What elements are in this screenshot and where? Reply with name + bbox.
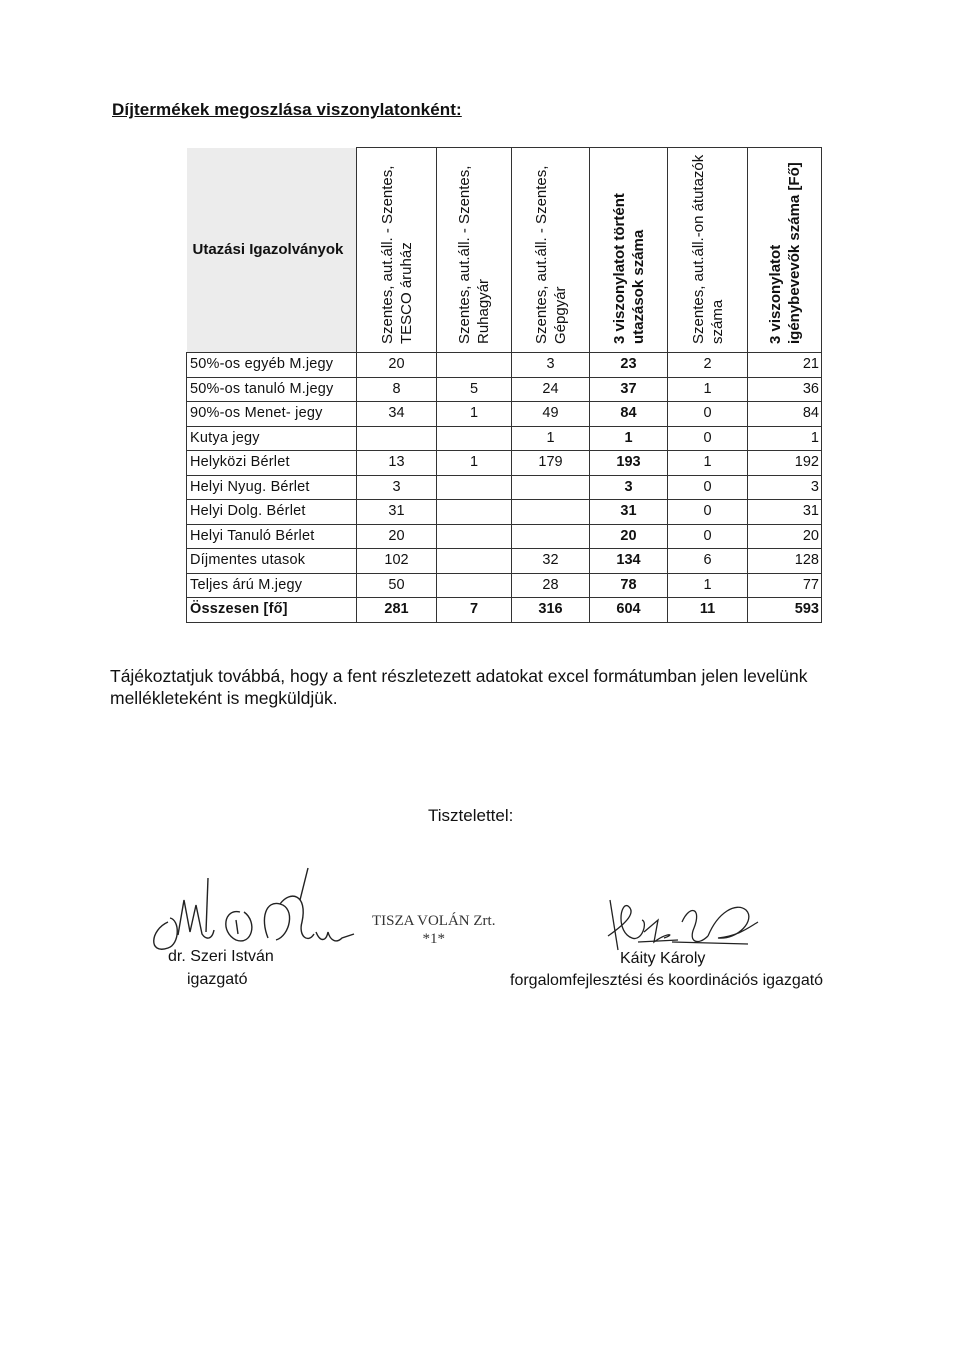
- column-header-label: Szentes, aut.áll. - Szentes, Gépgyár: [532, 165, 569, 344]
- company-stamp: [372, 912, 495, 948]
- table-cell: 23: [590, 353, 668, 378]
- table-cell: 8: [357, 377, 437, 402]
- column-header-label: Szentes, aut.áll.-on átutazók száma: [689, 154, 726, 344]
- row-label: Helyközi Bérlet: [187, 451, 357, 476]
- table-cell: [437, 353, 512, 378]
- table-cell: [512, 524, 590, 549]
- row-label: 50%-os egyéb M.jegy: [187, 353, 357, 378]
- stamp-company-name: TISZA VOLÁN Zrt.: [372, 913, 496, 929]
- signature-1: [140, 860, 370, 960]
- table-cell: 28: [512, 573, 590, 598]
- table-row: [187, 426, 822, 451]
- table-cell: 21: [748, 353, 822, 378]
- info-paragraph: Tájékoztatjuk továbbá, hogy a fent részletezett adatokat excel formátumban jelen levelünk mellékleteként is megküldjük.: [110, 666, 808, 708]
- table-cell: 32: [512, 549, 590, 574]
- closing-greeting: Tisztelettel:: [428, 806, 514, 825]
- table-cell: 50: [357, 573, 437, 598]
- table-cell: [437, 573, 512, 598]
- table-cell: 1: [748, 426, 822, 451]
- table-cell: 0: [668, 426, 748, 451]
- signatory-2-name: Káity Károly: [620, 950, 706, 967]
- table-row: [187, 353, 822, 378]
- table-cell: 31: [357, 500, 437, 525]
- column-header: [590, 148, 668, 353]
- column-header: [357, 148, 437, 353]
- table-cell: [437, 426, 512, 451]
- table-cell: 128: [748, 549, 822, 574]
- table-cell: 84: [748, 402, 822, 427]
- stamp-number: *1*: [422, 931, 445, 947]
- table-cell: 3: [357, 475, 437, 500]
- table-cell: 77: [748, 573, 822, 598]
- table-cell: 31: [590, 500, 668, 525]
- table-cell: [437, 524, 512, 549]
- table-cell: 0: [668, 500, 748, 525]
- table-cell: 102: [357, 549, 437, 574]
- table-cell: 134: [590, 549, 668, 574]
- table-row: [187, 377, 822, 402]
- table-cell: 20: [590, 524, 668, 549]
- table-row: [187, 475, 822, 500]
- column-header-label: 3 viszonylatot történt utazások száma: [610, 193, 647, 344]
- column-header-label: Szentes, aut.áll. - Szentes, Ruhagyár: [456, 165, 492, 344]
- table-cell: 78: [590, 573, 668, 598]
- table-row: [187, 549, 822, 574]
- table-cell: 37: [590, 377, 668, 402]
- table-cell: 1: [590, 426, 668, 451]
- table-row: [187, 573, 822, 598]
- table-cell: 20: [748, 524, 822, 549]
- table-cell: 84: [590, 402, 668, 427]
- table-cell: 7: [437, 598, 512, 623]
- table-cell: 6: [668, 549, 748, 574]
- table-cell: 604: [590, 598, 668, 623]
- row-label: 50%-os tanuló M.jegy: [187, 377, 357, 402]
- table-cell: [512, 500, 590, 525]
- column-header-label: 3 viszonylatot igénybevevők száma [Fő]: [766, 162, 803, 344]
- column-header: [512, 148, 590, 353]
- table-total-row: [187, 598, 822, 623]
- table-cell: 316: [512, 598, 590, 623]
- table-cell: 13: [357, 451, 437, 476]
- total-label: Összesen [fő]: [187, 598, 357, 623]
- table-cell: [357, 426, 437, 451]
- signatory-1-name: dr. Szeri István: [168, 948, 274, 965]
- table-cell: 1: [668, 451, 748, 476]
- table-cell: 3: [512, 353, 590, 378]
- column-header: [748, 148, 822, 353]
- row-label: Díjmentes utasok: [187, 549, 357, 574]
- table-cell: 192: [748, 451, 822, 476]
- table-cell: 11: [668, 598, 748, 623]
- table-cell: 179: [512, 451, 590, 476]
- table-cell: 1: [668, 377, 748, 402]
- column-header: [437, 148, 512, 353]
- row-label: Helyi Dolg. Bérlet: [187, 500, 357, 525]
- table-cell: [437, 475, 512, 500]
- table-cell: 5: [437, 377, 512, 402]
- table-row: [187, 524, 822, 549]
- page-title: Díjtermékek megoszlása viszonylatonként:: [112, 100, 462, 119]
- table-cell: 0: [668, 475, 748, 500]
- table-body: [187, 353, 822, 623]
- row-label: Kutya jegy: [187, 426, 357, 451]
- table-cell: 593: [748, 598, 822, 623]
- table-cell: 1: [668, 573, 748, 598]
- table-cell: 281: [357, 598, 437, 623]
- table-header-row: [187, 148, 822, 353]
- column-header-label: Szentes, aut.áll. - Szentes, TESCO áruház: [378, 165, 415, 344]
- table-cell: 3: [748, 475, 822, 500]
- table-cell: 3: [590, 475, 668, 500]
- table-cell: 24: [512, 377, 590, 402]
- table-cell: 2: [668, 353, 748, 378]
- column-header: [668, 148, 748, 353]
- table-cell: 0: [668, 524, 748, 549]
- table-corner-label: Utazási Igazolványok: [187, 148, 357, 353]
- table-cell: 20: [357, 353, 437, 378]
- table-cell: 1: [437, 402, 512, 427]
- table-cell: [437, 549, 512, 574]
- table-cell: 1: [512, 426, 590, 451]
- table-cell: 193: [590, 451, 668, 476]
- row-label: Helyi Nyug. Bérlet: [187, 475, 357, 500]
- table-cell: 0: [668, 402, 748, 427]
- row-label: 90%-os Menet- jegy: [187, 402, 357, 427]
- table-row: [187, 451, 822, 476]
- table-cell: 1: [437, 451, 512, 476]
- table-cell: 34: [357, 402, 437, 427]
- table-cell: [437, 500, 512, 525]
- row-label: Teljes árú M.jegy: [187, 573, 357, 598]
- signatory-1-role: igazgató: [187, 971, 248, 988]
- row-label: Helyi Tanuló Bérlet: [187, 524, 357, 549]
- table-row: [187, 402, 822, 427]
- signatory-2-role: forgalomfejlesztési és koordinációs igazgató: [510, 972, 824, 989]
- table-cell: 20: [357, 524, 437, 549]
- table-cell: 36: [748, 377, 822, 402]
- table-cell: 31: [748, 500, 822, 525]
- table-cell: [512, 475, 590, 500]
- table-row: [187, 500, 822, 525]
- table-cell: 49: [512, 402, 590, 427]
- fare-distribution-table: [186, 147, 822, 623]
